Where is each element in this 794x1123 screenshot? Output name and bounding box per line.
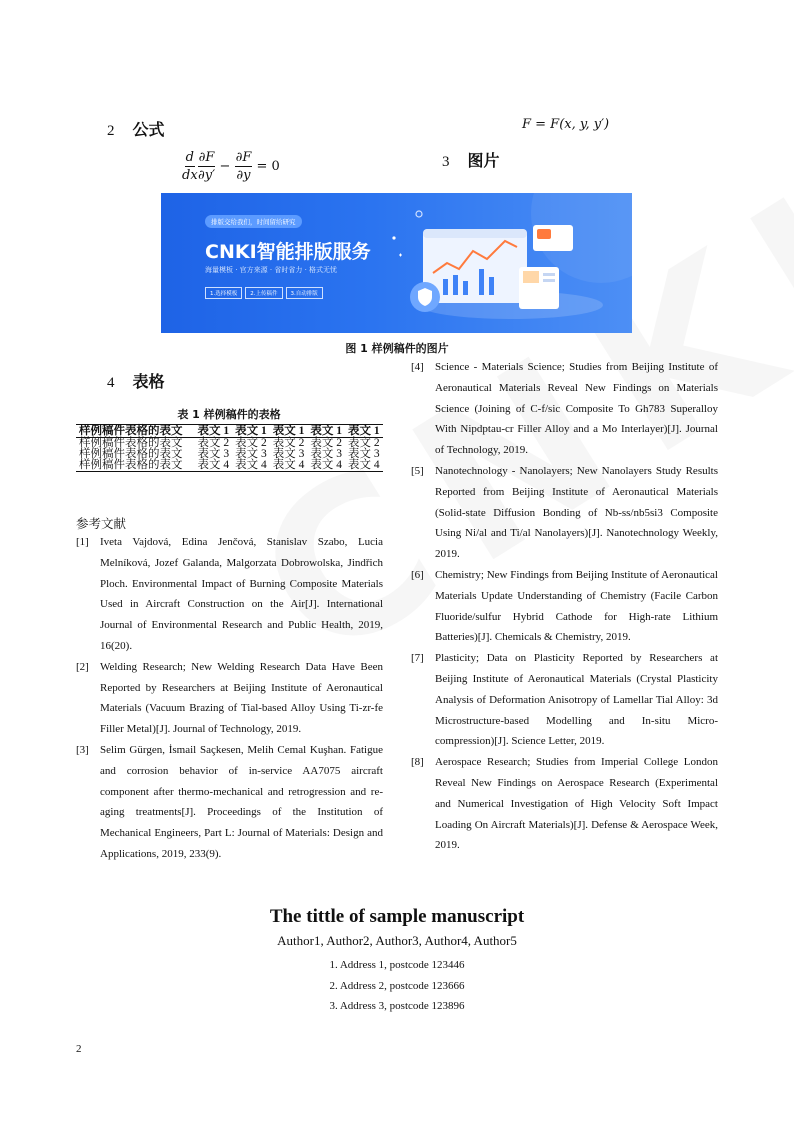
table-cell: 样例稿件表格的表文 [79,437,183,449]
section-title: 公式 [132,120,165,139]
table-header-cell: 表文 1 [310,425,342,437]
reference-item [411,461,718,565]
table-row [76,460,383,472]
address-line: 3. Address 3, postcode 123896 [329,1000,465,1012]
table-cell: 表文 2 [272,437,305,449]
table-cell: 表文 3 [272,448,305,460]
derivative-operator: $\frac{d}{dx}$ [182,150,198,183]
section-title: 图片 [467,151,500,170]
reference-item [411,357,718,461]
reference-item [411,648,718,752]
table-header-cell: 表文 1 [272,425,305,437]
reference-text: Nanotechnology - Nanolayers; New Nanolayers Study Results Reported from Beijing Institute of Aeronautical Materials (Solid-state Diffusion Bonding of Nb-ss/nb5si3 Composite Using Ni/al and Ti/al Nanolayers)[J]. Nanotechnology Weekly, 2019. [435,464,718,561]
banner-subtitle: 海量模板 · 官方来源 · 省时省力 · 格式无忧 [205,266,338,274]
reference-item [411,752,718,856]
address-line: 2. Address 2, postcode 123666 [329,979,465,992]
reference-item [411,565,718,648]
table-cell: 表文 2 [310,437,342,449]
table-header-cell: 样例稿件表格的表文 [79,425,183,437]
reference-index: [1] [76,536,89,548]
figure-banner-image [161,193,632,333]
euler-lagrange-equation: $\frac{d}{dx}$ $\frac{\partial F}{\partial y'}$ − $\frac{\partial F}{\partial y}$ = 0 [182,150,280,183]
partial-fraction-1: $\frac{\partial F}{\partial y'}$ [198,150,216,183]
functional-equation: F = F(x, y, y′) [522,117,610,132]
english-title: The tittle of sample manuscript [269,906,525,927]
table-cell: 样例稿件表格的表文 [79,459,183,471]
table-cell: 表文 4 [197,459,230,471]
banner-step: 3.自动排版 [286,287,323,299]
table-header-cell: 表文 1 [235,425,267,437]
banner-tag: 排版交给我们，时间留给研究 [205,215,302,228]
reference-index: [4] [411,361,424,373]
table-cell: 表文 3 [235,448,267,460]
table-cell: 表文 2 [348,437,380,449]
figure-caption: 图 1 样例稿件的图片 [345,342,449,355]
table-cell: 表文 4 [310,459,342,471]
references-left-column [76,532,383,865]
table-cell: 表文 3 [197,448,230,460]
reference-item [76,657,383,740]
table-header-row [76,425,383,438]
reference-text: Selim Gürgen, İsmail Saçkesen, Melih Cemal Kuşhan. Fatigue and corrosion behavior of in-service AA7075 aircraft component after thermo-mechanical and retrogression and re-aging treatments[J]. Proceedings of the Institution of Mechanical Engineers, Part L: Journal of Materials: Design and Applications, 2019, 233(9). [100,743,383,860]
english-authors: Author1, Author2, Author3, Author4, Author5 [277,933,517,948]
address-line: 1. Address 1, postcode 123446 [329,959,465,971]
section-number: 3 [442,154,450,170]
banner-step: 1.选择模板 [205,287,242,299]
reference-text: Aerospace Research; Studies from Imperial College London Reveal New Findings on Aerospace Research (Experimental and Numerical Investigation of High Velocity Soft Impact Loading On Aircraft Materials)[J]. Defense & Aerospace Week, 2019. [435,756,718,852]
table-cell: 表文 3 [348,448,380,460]
section-heading-figure [442,148,500,171]
reference-text: Plasticity; Data on Plasticity Reported by Researchers at Beijing Institute of Aeronautical Materials (Crystal Plasticity Analysis of Deformation Anisotropy of Lamellar Tial Alloy: 3d Microstructure-based Modelling and In-situ Micro-compression)[J]. Science Letter, 2019. [435,652,718,748]
reference-text: Iveta Vajdová, Edina Jenčová, Stanislav Szabo, Lucia Melníková, Jozef Galanda, Malgorzata Dobrowolska, Jindřich Ploch. Environmental Impact of Burning Composite Materials Used in Aircraft Construction on the Air[J]. International Journal of Environmental Research and Public Health, 2019, 16(20). [100,536,383,652]
table-cell: 表文 4 [348,459,380,471]
section-heading-table [107,369,165,392]
address-list [0,955,794,1017]
reference-index: [6] [411,568,424,581]
table-cell: 样例稿件表格的表文 [79,448,183,460]
reference-text: Welding Research; New Welding Research Data Have Been Reported by Researchers at Beijing Institute of Aeronautical Materials (Vacuum Brazing of Tial-based Alloy Using Ti-zr-fe Filler Metal)[J]. Journal of Technology, 2019. [100,660,383,736]
table-cell: 表文 4 [272,459,305,471]
partial-fraction-2: $\frac{\partial F}{\partial y}$ [235,150,252,183]
reference-index: [3] [76,743,89,756]
section-number: 2 [107,123,115,139]
reference-item [76,740,383,865]
reference-index: [8] [411,756,424,769]
reference-item [76,532,383,657]
sample-table-wrapper [76,424,386,472]
section-title: 表格 [132,372,165,391]
banner-step: 2.上传稿件 [245,287,282,299]
table-header-cell: 表文 1 [197,425,230,437]
page-number: 2 [76,1043,82,1055]
reference-text: Chemistry; New Findings from Beijing Institute of Aeronautical Materials Update Understanding of Chemistry (Facile Carbon Fluoride/sulfur Hybrid Cathode for High-rate Lithium Batteries)[J]. Chemicals & Chemistry, 2019. [435,568,718,644]
references-right-column [411,357,718,856]
reference-text: Science - Materials Science; Studies from Beijing Institute of Aeronautical Materials Reveal New Findings on Materials Science (Joining of C-f/sic Composite To Gh783 Superalloy With Nipdptau-cr Filler Alloy and a Mo Interlayer)[J]. Journal of Technology, 2019. [435,361,718,457]
table-caption: 表 1 样例稿件的表格 [177,408,281,421]
section-number: 4 [107,375,115,391]
banner-headline: CNKI智能排版服务 [205,241,371,263]
table-cell: 表文 2 [235,437,267,449]
reference-index: [5] [411,464,424,477]
table-cell: 表文 2 [197,437,230,449]
banner-steps [205,287,323,299]
table-cell: 表文 4 [235,459,267,471]
reference-index: [7] [411,652,424,665]
table-header-cell: 表文 1 [348,425,380,437]
references-heading: 参考文献 [76,516,127,531]
reference-index: [2] [76,660,89,673]
section-heading-formula [107,117,165,140]
sample-table [76,424,383,472]
table-cell: 表文 3 [310,448,342,460]
